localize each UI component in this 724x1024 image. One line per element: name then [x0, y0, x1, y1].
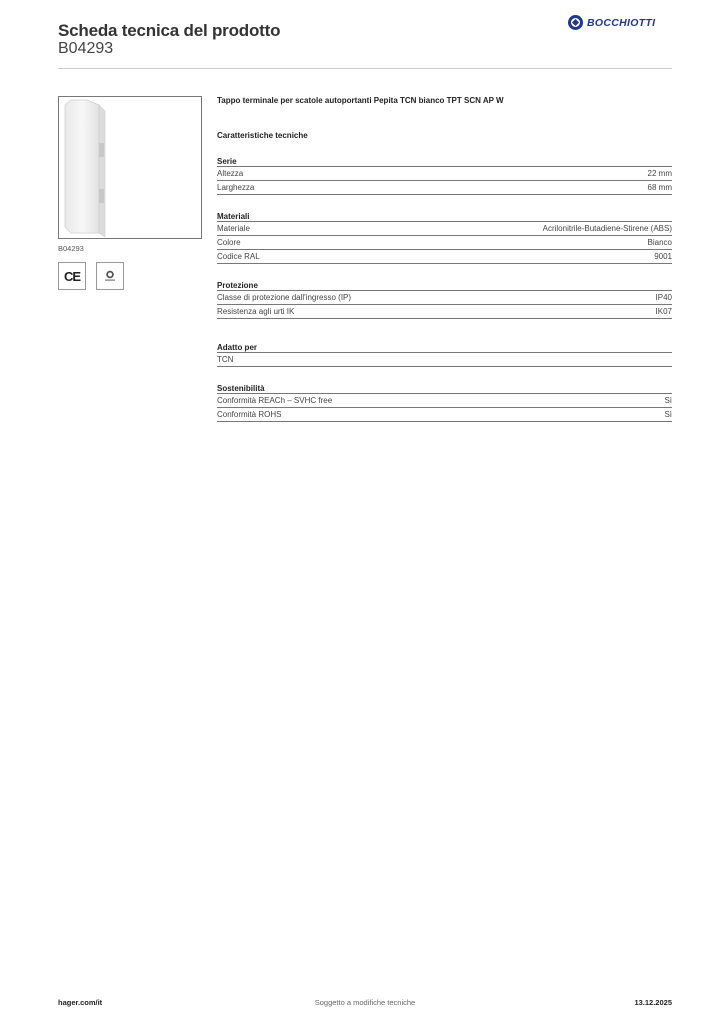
- spec-label: Codice RAL: [217, 252, 260, 261]
- spec-value: IP40: [655, 293, 672, 302]
- spec-group-adatto-per: [217, 342, 672, 367]
- footer-site-link[interactable]: hager.com/it: [58, 998, 103, 1007]
- header-divider: [58, 68, 672, 69]
- product-photo-icon: [59, 97, 202, 239]
- group-title: Sostenibilità: [217, 383, 672, 394]
- image-caption: B04293: [58, 244, 84, 253]
- spec-row: [217, 250, 672, 264]
- certification-icon: [96, 262, 124, 290]
- product-description: Tappo terminale per scatole autoportanti Pepita TCN bianco TPT SCN AP W: [217, 96, 504, 105]
- spec-value: 9001: [654, 252, 672, 261]
- spec-label: Colore: [217, 238, 241, 247]
- brand-logo-icon: [568, 15, 583, 30]
- group-title: Materiali: [217, 211, 672, 222]
- product-code: B04293: [58, 40, 114, 57]
- ce-mark-label: CE: [63, 268, 81, 284]
- spec-value: Sì: [664, 410, 672, 419]
- brand-name: BOCCHIOTTI: [587, 16, 656, 29]
- spec-label: Resistenza agli urti IK: [217, 307, 295, 316]
- spec-group-sostenibilita: [217, 383, 672, 422]
- group-title: Protezione: [217, 280, 672, 291]
- spec-label: Conformità ROHS: [217, 410, 282, 419]
- tech-specs-title: Caratteristiche tecniche: [217, 131, 308, 140]
- ce-mark-icon: [58, 262, 86, 290]
- spec-row: [217, 236, 672, 250]
- page-title: Scheda tecnica del prodotto: [58, 21, 281, 40]
- spec-group-materiali: [217, 211, 672, 264]
- spec-row: [217, 181, 672, 195]
- spec-panel: [217, 96, 672, 422]
- footer-note: Soggetto a modifiche tecniche: [314, 998, 416, 1007]
- spec-label: Larghezza: [217, 183, 255, 192]
- spec-row: [217, 394, 672, 408]
- spec-value: 68 mm: [647, 183, 672, 192]
- spec-value: Sì: [664, 396, 672, 405]
- spec-value: Acrilonitrile-Butadiene-Stirene (ABS): [542, 224, 672, 233]
- brand-logo: [568, 15, 655, 30]
- group-title: Adatto per: [217, 342, 672, 353]
- spec-row: [217, 305, 672, 319]
- footer-date: 13.12.2025: [634, 998, 672, 1007]
- spec-group-serie: [217, 156, 672, 195]
- spec-value: IK07: [655, 307, 672, 316]
- spec-label: Altezza: [217, 169, 244, 178]
- spec-row: [217, 353, 672, 367]
- certification-seal-icon: [103, 269, 117, 283]
- spec-row: [217, 408, 672, 422]
- spec-label: Classe di protezione dall'ingresso (IP): [217, 293, 352, 302]
- product-image: [58, 96, 202, 239]
- spec-label: Conformità REACh – SVHC free: [217, 396, 333, 405]
- spec-row: [217, 291, 672, 305]
- spec-value: Bianco: [647, 238, 672, 247]
- spec-label: TCN: [217, 355, 234, 364]
- spec-group-protezione: [217, 280, 672, 319]
- group-title: Serie: [217, 156, 672, 167]
- spec-value: 22 mm: [647, 169, 672, 178]
- spec-row: [217, 222, 672, 236]
- spec-row: [217, 167, 672, 181]
- spec-label: Materiale: [217, 224, 250, 233]
